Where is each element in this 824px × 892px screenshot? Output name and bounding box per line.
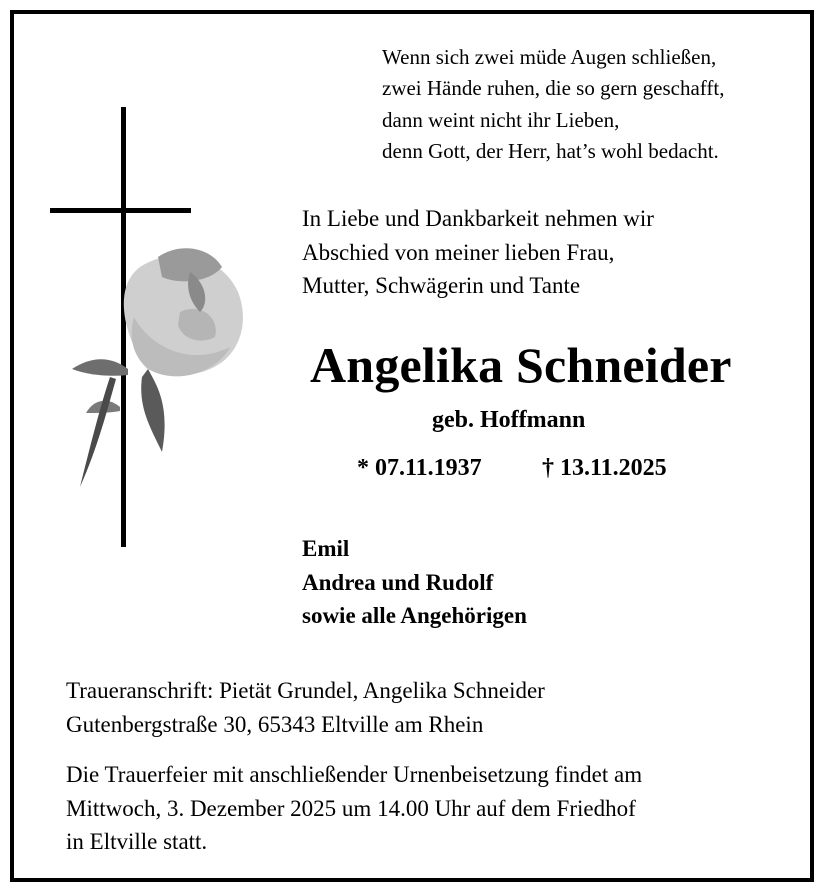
mourning-address [66,674,545,741]
poem-line: denn Gott, der Herr, hat’s wohl bedacht. [382,138,719,163]
address-line: Gutenbergstraße 30, 65343 Eltville am Rhein [66,711,484,737]
ceremony-line: Mittwoch, 3. Dezember 2025 um 14.00 Uhr auf dem Friedhof [66,795,636,821]
address-line: Traueranschrift: Pietät Grundel, Angelika Schneider [66,678,545,703]
intro-text [302,202,654,303]
cross-vertical-beam [121,107,126,547]
obituary-frame [10,10,814,882]
ceremony-line: in Eltville statt. [66,829,208,854]
deceased-name: Angelika Schneider [310,337,732,393]
mourners-list [302,532,527,633]
mourner: Andrea und Rudolf [302,569,494,595]
poem-verse [382,42,724,167]
intro-line: In Liebe und Dankbarkeit nehmen wir [302,206,654,231]
poem-line: dann weint nicht ihr Lieben, [382,107,620,132]
mourner: Emil [302,536,350,561]
birth-date: * 07.11.1937 [357,455,482,481]
rose-leaves [72,359,165,487]
mourner: sowie alle Angehörigen [302,603,527,628]
poem-line: zwei Hände ruhen, die so gern geschafft, [382,76,725,101]
rose-bloom [124,248,243,376]
death-date: † 13.11.2025 [542,455,667,481]
cross-with-rose-icon [50,107,260,552]
intro-line: Mutter, Schwägerin und Tante [302,273,581,299]
ceremony-line: Die Trauerfeier mit anschließender Urnenbeisetzung findet am [66,762,643,787]
poem-line: Wenn sich zwei müde Augen schließen, [382,45,717,69]
cross-horizontal-beam [50,208,191,213]
intro-line: Abschied von meiner lieben Frau, [302,239,615,265]
ceremony-notice [66,758,642,859]
maiden-name: geb. Hoffmann [432,407,586,433]
